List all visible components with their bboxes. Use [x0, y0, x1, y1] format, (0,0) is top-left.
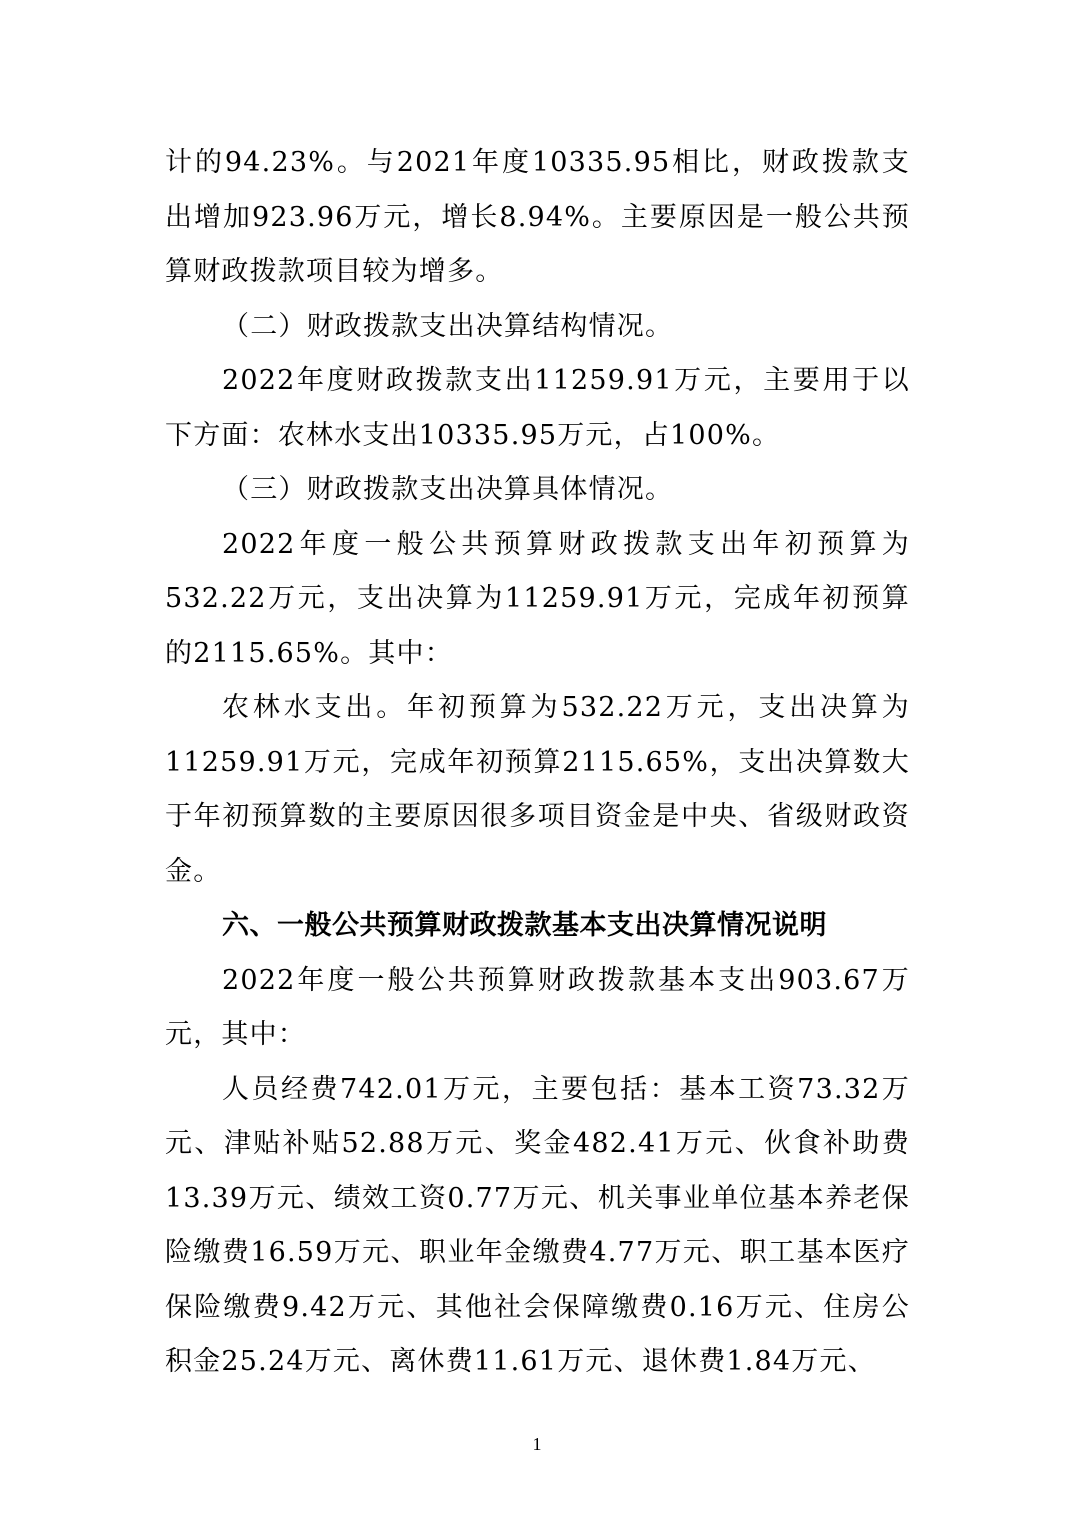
paragraph-personnel-costs: 人员经费742.01万元，主要包括：基本工资73.32万元、津贴补贴52.88万元、奖金482.41万元、伙食补助费13.39万元、绩效工资0.77万元、机关事业单位基本养老保险缴费16.59万元、职业年金缴费4.77万元、职工基本医疗保险缴费9.42万元、其他社会保障缴费0.16万元、住房公积金25.24万元、离休费11.61万元、退休费1.84万元、 [165, 1073, 910, 1377]
page-number: 1 [532, 1434, 542, 1454]
document-body [165, 136, 910, 1390]
paragraph-structure: 2022年度财政拨款支出11259.91万元，主要用于以下方面：农林水支出10335.95万元，占100%。 [165, 365, 910, 451]
section-heading-basic-expenditure: 六、一般公共预算财政拨款基本支出决算情况说明 [222, 910, 827, 941]
paragraph-budget-completion: 2022年度一般公共预算财政拨款支出年初预算为532.22万元，支出决算为11259.91万元，完成年初预算的2115.65%。其中： [165, 528, 910, 669]
subheading-details: （三）财政拨款支出决算具体情况。 [222, 474, 674, 505]
subheading-structure: （二）财政拨款支出决算结构情况。 [222, 310, 674, 342]
paragraph-comparison: 计的94.23%。与2021年度10335.95相比，财政拨款支出增加923.96万元，增长8.94%。主要原因是一般公共预算财政拨款项目较为增多。 [165, 147, 910, 287]
paragraph-agriculture-expense: 农林水支出。年初预算为532.22万元，支出决算为11259.91万元，完成年初预算2115.65%，支出决算数大于年初预算数的主要原因很多项目资金是中央、省级财政资金。 [165, 692, 910, 887]
paragraph-basic-expenditure: 2022年度一般公共预算财政拨款基本支出903.67万元，其中： [165, 964, 910, 1050]
